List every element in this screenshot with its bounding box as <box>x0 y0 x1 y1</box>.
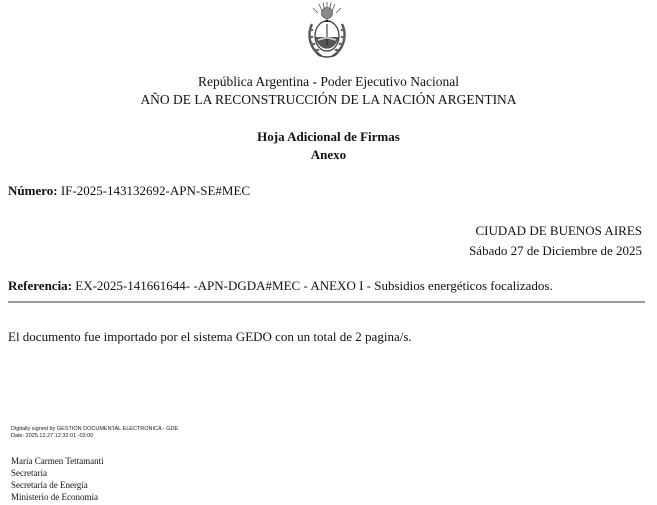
signer-ministry: Ministerio de Economía <box>11 492 98 502</box>
argentina-coat-of-arms-icon <box>303 0 351 62</box>
city: CIUDAD DE BUENOS AIRES <box>475 223 642 238</box>
document-date: Sábado 27 de Diciembre de 2025 <box>469 243 642 258</box>
year-motto: AÑO DE LA RECONSTRUCCIÓN DE LA NACIÓN ARGENTINA <box>140 92 517 107</box>
signer-name: María Carmen Tettamanti <box>11 456 104 466</box>
document-subtitle: Anexo <box>310 147 347 162</box>
reference <box>8 278 553 294</box>
reference-label: Referencia: <box>8 278 73 293</box>
digital-signature-date: Date: 2025.12.27 12:32:01 -03:00 <box>11 432 94 439</box>
divider <box>8 301 645 303</box>
document-number-label: Número: <box>8 183 58 198</box>
signer-role: Secretaria <box>11 468 47 478</box>
document-number <box>8 183 250 199</box>
document-number-value: IF-2025-143132692-APN-SE#MEC <box>60 183 251 198</box>
body-text: El documento fue importado por el sistema GEDO con un total de 2 pagina/s. <box>8 329 412 344</box>
signer-office: Secretaría de Energía <box>11 480 88 490</box>
digital-signature-stamp <box>11 426 178 439</box>
digital-signature-signer: Digitally signed by GESTION DOCUMENTAL ELECTRONICA - GDE <box>11 426 179 432</box>
issuing-institution: República Argentina - Poder Ejecutivo Nacional <box>197 74 460 89</box>
signer-block <box>11 455 104 503</box>
document-title: Hoja Adicional de Firmas <box>257 129 400 144</box>
reference-value: EX-2025-141661644- -APN-DGDA#MEC - ANEXO I - Subsidios energéticos focalizados. <box>75 278 553 293</box>
